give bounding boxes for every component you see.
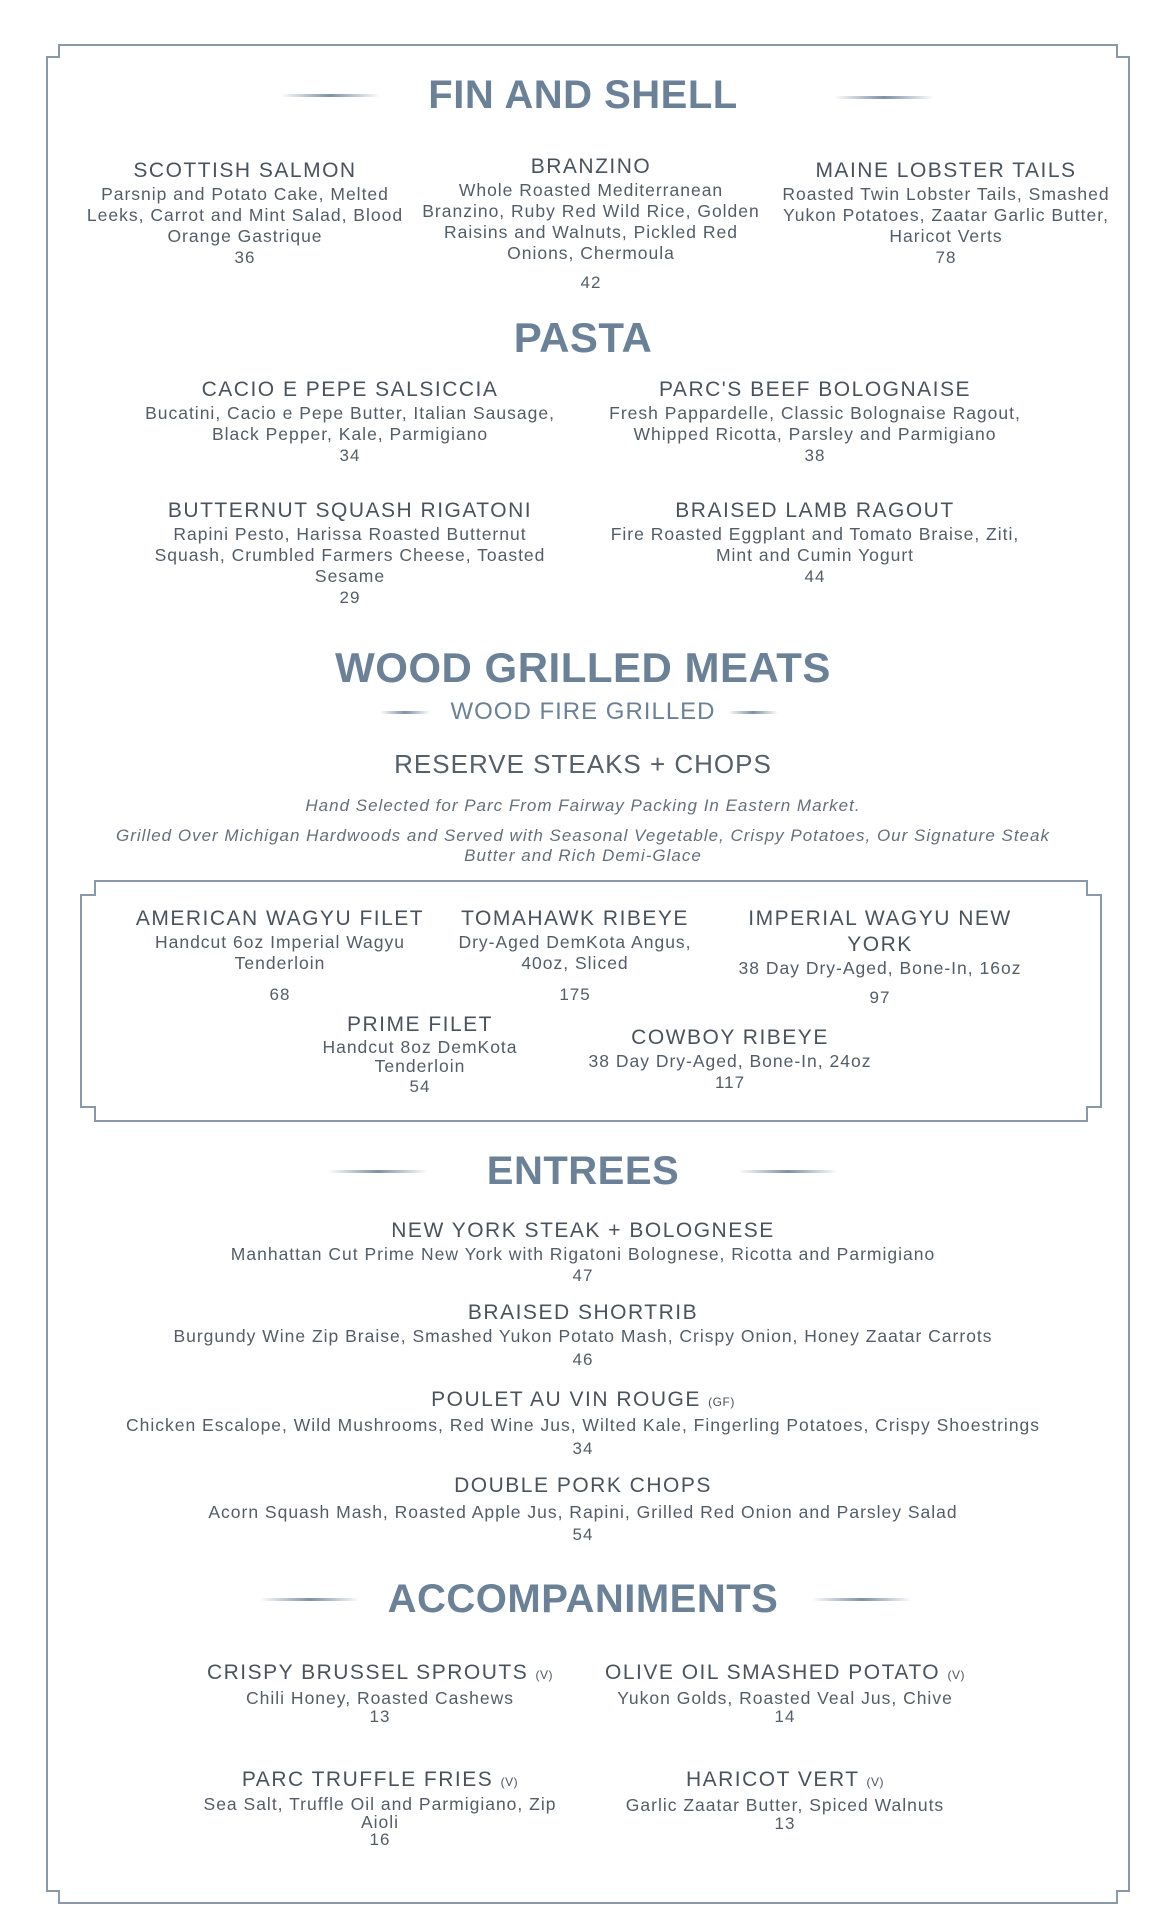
item-description: Manhattan Cut Prime New York with Rigatoni Bolognese, Ricotta and Parmigiano [230,1244,936,1264]
item-description: Fresh Pappardelle, Classic Bolognaise Ragout, Whipped Ricotta, Parsley and Parmigiano [609,403,1021,444]
item-description: Parsnip and Potato Cake, Melted Leeks, Carrot and Mint Salad, Blood Orange Gastrique [86,184,404,246]
item-price: 34 [339,446,361,465]
item-name [70,1387,1096,1415]
menu-item [130,906,430,1006]
item-price: 14 [774,1707,796,1726]
item-price: 97 [869,988,891,1007]
section-title-accompaniments: ACCOMPANIMENTS [387,1577,779,1621]
item-name: AMERICAN WAGYU FILET [135,907,425,930]
item-price: 38 [804,446,826,465]
item-description: Rapini Pesto, Harissa Roasted Butternut Squash, Crumbled Farmers Cheese, Toasted Sesame [154,524,546,586]
item-description: Handcut 6oz Imperial Wagyu Tenderloin [154,932,406,973]
item-price: 47 [572,1266,594,1285]
dietary-tag: (V) [866,1775,885,1789]
item-price: 34 [572,1439,594,1458]
item-price: 42 [580,273,602,292]
item-name-text: NEW YORK STEAK + BOLOGNESE [391,1219,775,1242]
dietary-tag: (GF) [708,1395,735,1409]
item-name: SCOTTISH SALMON [133,159,357,182]
menu-item [130,377,570,467]
item-price: 29 [339,588,361,607]
section-subtitle: WOOD FIRE GRILLED [450,698,716,725]
item-description: 38 Day Dry-Aged, Bone-In, 24oz [588,1051,872,1071]
item-description: Fire Roasted Eggplant and Tomato Braise, Ziti, Mint and Cumin Yogurt [610,524,1020,565]
reserve-note: Grilled Over Michigan Hardwoods and Served with Seasonal Vegetable, Crispy Potatoes, Our Signature Steak Butter and Rich Demi-Glace [116,826,1050,865]
menu-item [80,158,410,269]
menu-item [600,377,1030,467]
item-description: Dry-Aged DemKota Angus, 40oz, Sliced [458,932,692,973]
item-name: MAINE LOBSTER TAILS [815,159,1077,182]
item-name-text: PARC TRUFFLE FRIES [241,1768,494,1791]
item-name: IMPERIAL WAGYU NEW YORK [748,907,1012,956]
item-price: 13 [774,1814,796,1833]
border-corner [46,44,60,58]
item-price: 78 [935,248,957,267]
menu-item [600,1767,970,1832]
item-name [70,1473,1096,1499]
menu-item [610,498,1020,588]
item-name: CACIO E PEPE SALSICCIA [201,378,499,401]
section-title-pasta: PASTA [513,314,653,361]
menu-item [180,1660,580,1725]
item-price: 13 [369,1707,391,1726]
item-description: Garlic Zaatar Butter, Spiced Walnuts [625,1795,945,1815]
border-corner [46,1890,60,1904]
item-name: BRAISED LAMB RAGOUT [675,499,955,522]
item-name: BRANZINO [530,155,652,178]
menu-item [70,1300,1096,1371]
item-name-text: POULET AU VIN ROUGE [431,1388,701,1411]
section-title-wood-grilled-meats: WOOD GRILLED MEATS [335,644,831,691]
item-description: 38 Day Dry-Aged, Bone-In, 16oz [738,958,1022,978]
border-corner [1116,1890,1130,1904]
item-name-text: BRAISED SHORTRIB [467,1301,699,1324]
item-description: Handcut 8oz DemKota Tenderloin [322,1037,518,1076]
item-name-text: HARICOT VERT [685,1768,860,1791]
item-name: TOMAHAWK RIBEYE [461,907,689,930]
item-description: Acorn Squash Mash, Roasted Apple Jus, Rapini, Grilled Red Onion and Parsley Salad [208,1502,958,1522]
dietary-tag: (V) [947,1668,965,1682]
menu-item [440,906,710,1006]
item-name [70,1300,1096,1326]
menu-item [418,154,764,294]
menu-item [300,1012,540,1098]
item-name [200,1767,560,1795]
item-description: Yukon Golds, Roasted Veal Jus, Chive [617,1688,953,1708]
menu-item [570,1025,890,1094]
item-name [180,1660,580,1688]
item-description: Whole Roasted Mediterranean Branzino, Ruby Red Wild Rice, Golden Raisins and Walnuts, Pickled Red Onions, Chermoula [422,180,760,263]
item-name: PRIME FILET [346,1013,494,1036]
item-price: 44 [804,567,826,586]
menu-item [140,498,560,609]
item-name-text: OLIVE OIL SMASHED POTATO [605,1661,941,1684]
box-corner [1086,1106,1102,1122]
item-price: 68 [269,985,291,1004]
item-price: 175 [559,985,591,1004]
item-price: 54 [572,1525,594,1544]
menu-item [70,1387,1096,1460]
item-description: Chicken Escalope, Wild Mushrooms, Red Wine Jus, Wilted Kale, Fingerling Potatoes, Crispy Shoestrings [125,1415,1041,1435]
item-price: 36 [234,248,256,267]
item-name: COWBOY RIBEYE [631,1026,829,1049]
item-description: Sea Salt, Truffle Oil and Parmigiano, Zip Aioli [203,1794,557,1832]
item-price: 117 [714,1073,746,1092]
reserve-note: Hand Selected for Parc From Fairway Packing In Eastern Market. [305,796,861,815]
menu-item [776,158,1116,269]
item-name [600,1767,970,1795]
section-title-fin-and-shell: FIN AND SHELL [428,73,738,117]
item-description: Chili Honey, Roasted Cashews [246,1688,514,1708]
item-price: 16 [369,1830,391,1849]
box-corner [80,880,96,896]
item-description: Bucatini, Cacio e Pepe Butter, Italian Sausage, Black Pepper, Kale, Parmigiano [145,403,555,444]
menu-item [590,1660,980,1725]
item-name [70,1218,1096,1244]
item-price: 46 [572,1350,594,1369]
menu-item [70,1473,1096,1546]
reserve-title: RESERVE STEAKS + CHOPS [394,749,772,779]
menu-item [70,1218,1096,1287]
dietary-tag: (V) [500,1775,519,1789]
menu-item [200,1767,560,1849]
section-title-entrees: ENTREES [486,1149,680,1193]
item-name [590,1660,980,1688]
dietary-tag: (V) [535,1668,554,1682]
item-description: Burgundy Wine Zip Braise, Smashed Yukon Potato Mash, Crispy Onion, Honey Zaatar Carrots [173,1326,993,1346]
menu-item [730,906,1030,1009]
item-name-text: DOUBLE PORK CHOPS [454,1474,712,1497]
item-name: BUTTERNUT SQUASH RIGATONI [167,499,533,522]
item-name: PARC'S BEEF BOLOGNAISE [658,378,972,401]
item-price: 54 [409,1077,431,1096]
box-corner [1086,880,1102,896]
border-corner [1116,44,1130,58]
item-description: Roasted Twin Lobster Tails, Smashed Yukon Potatoes, Zaatar Garlic Butter, Haricot Verts [782,184,1110,246]
box-corner [80,1106,96,1122]
item-name-text: CRISPY BRUSSEL SPROUTS [206,1661,529,1684]
